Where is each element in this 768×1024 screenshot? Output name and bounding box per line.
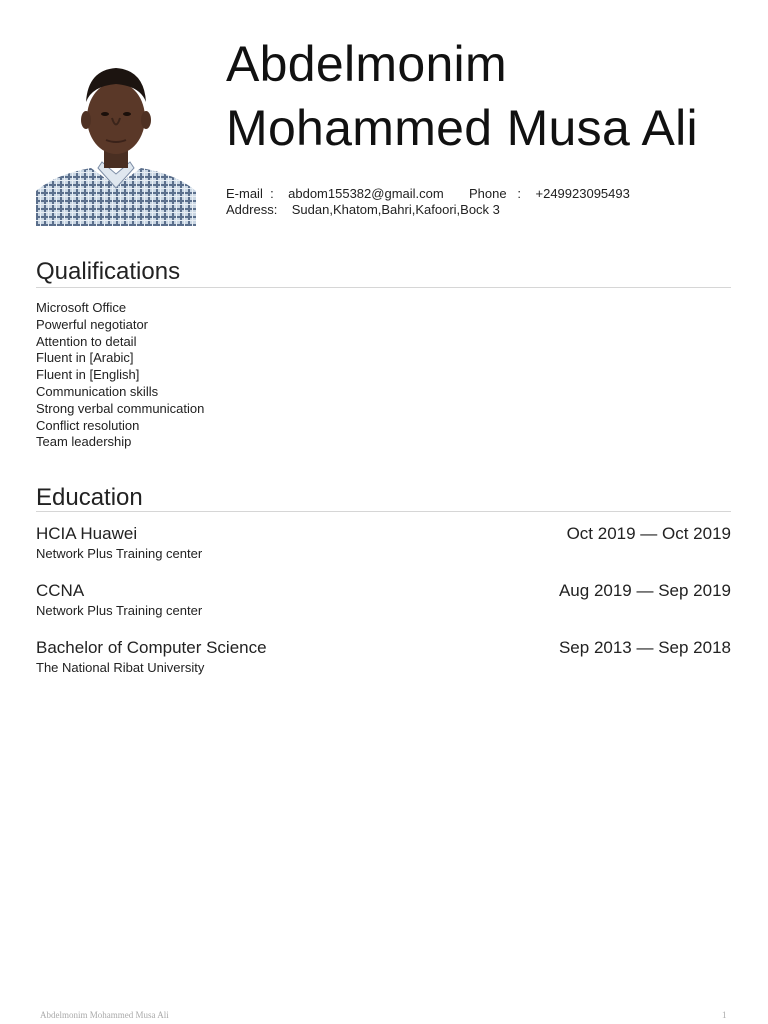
qualification-item: Fluent in [English] xyxy=(36,367,140,383)
education-dates: Aug 2019 — Sep 2019 xyxy=(558,581,731,600)
qualifications-heading: Qualifications xyxy=(36,258,181,285)
education-title: Bachelor of Computer Science xyxy=(36,638,267,657)
address-value: Sudan,Khatom,Bahri,Kafoori,Bock 3 xyxy=(291,202,500,217)
contact-row-1: E-mail : abdom155382@gmail.com Phone : +249923095493 xyxy=(226,186,630,201)
phone-value: +249923095493 xyxy=(535,186,630,201)
education-entry xyxy=(36,523,731,563)
education-title: HCIA Huawei xyxy=(36,524,138,543)
qualification-item: Team leadership xyxy=(36,434,132,450)
education-heading: Education xyxy=(36,484,143,511)
candidate-name xyxy=(226,32,698,160)
name-line-2: Mohammed Musa Ali xyxy=(226,100,698,156)
education-institution: Network Plus Training center xyxy=(36,546,203,561)
education-institution: Network Plus Training center xyxy=(36,603,203,618)
name-line-1: Abdelmonim xyxy=(226,36,507,92)
education-entry xyxy=(36,580,731,620)
education-divider xyxy=(36,511,731,512)
qualification-item: Microsoft Office xyxy=(36,300,127,315)
qualifications-list xyxy=(36,300,204,451)
contact-block xyxy=(226,186,630,218)
qualification-item: Strong verbal communication xyxy=(36,400,205,416)
contact-row-2 xyxy=(226,202,630,218)
education-dates: Sep 2013 — Sep 2018 xyxy=(558,638,731,657)
qualification-item: Communication skills xyxy=(36,383,159,399)
address-label: Address: xyxy=(226,202,278,217)
email-value[interactable]: abdom155382@gmail.com xyxy=(288,186,444,201)
qualification-item: Conflict resolution xyxy=(36,417,140,433)
qualifications-divider xyxy=(36,287,731,288)
qualification-item: Powerful negotiator xyxy=(36,316,149,332)
education-entry xyxy=(36,637,731,677)
phone-label: Phone xyxy=(469,186,507,201)
footer-name: Abdelmonim Mohammed Musa Ali xyxy=(40,1010,169,1020)
qualification-item: Attention to detail xyxy=(36,333,137,349)
footer-page-number: 1 xyxy=(722,1010,727,1020)
education-title: CCNA xyxy=(36,581,85,600)
qualification-item: Fluent in [Arabic] xyxy=(36,350,134,366)
education-institution: The National Ribat University xyxy=(36,660,205,675)
education-dates: Oct 2019 — Oct 2019 xyxy=(566,524,731,543)
email-label: E-mail xyxy=(226,186,263,201)
profile-photo xyxy=(36,56,196,226)
